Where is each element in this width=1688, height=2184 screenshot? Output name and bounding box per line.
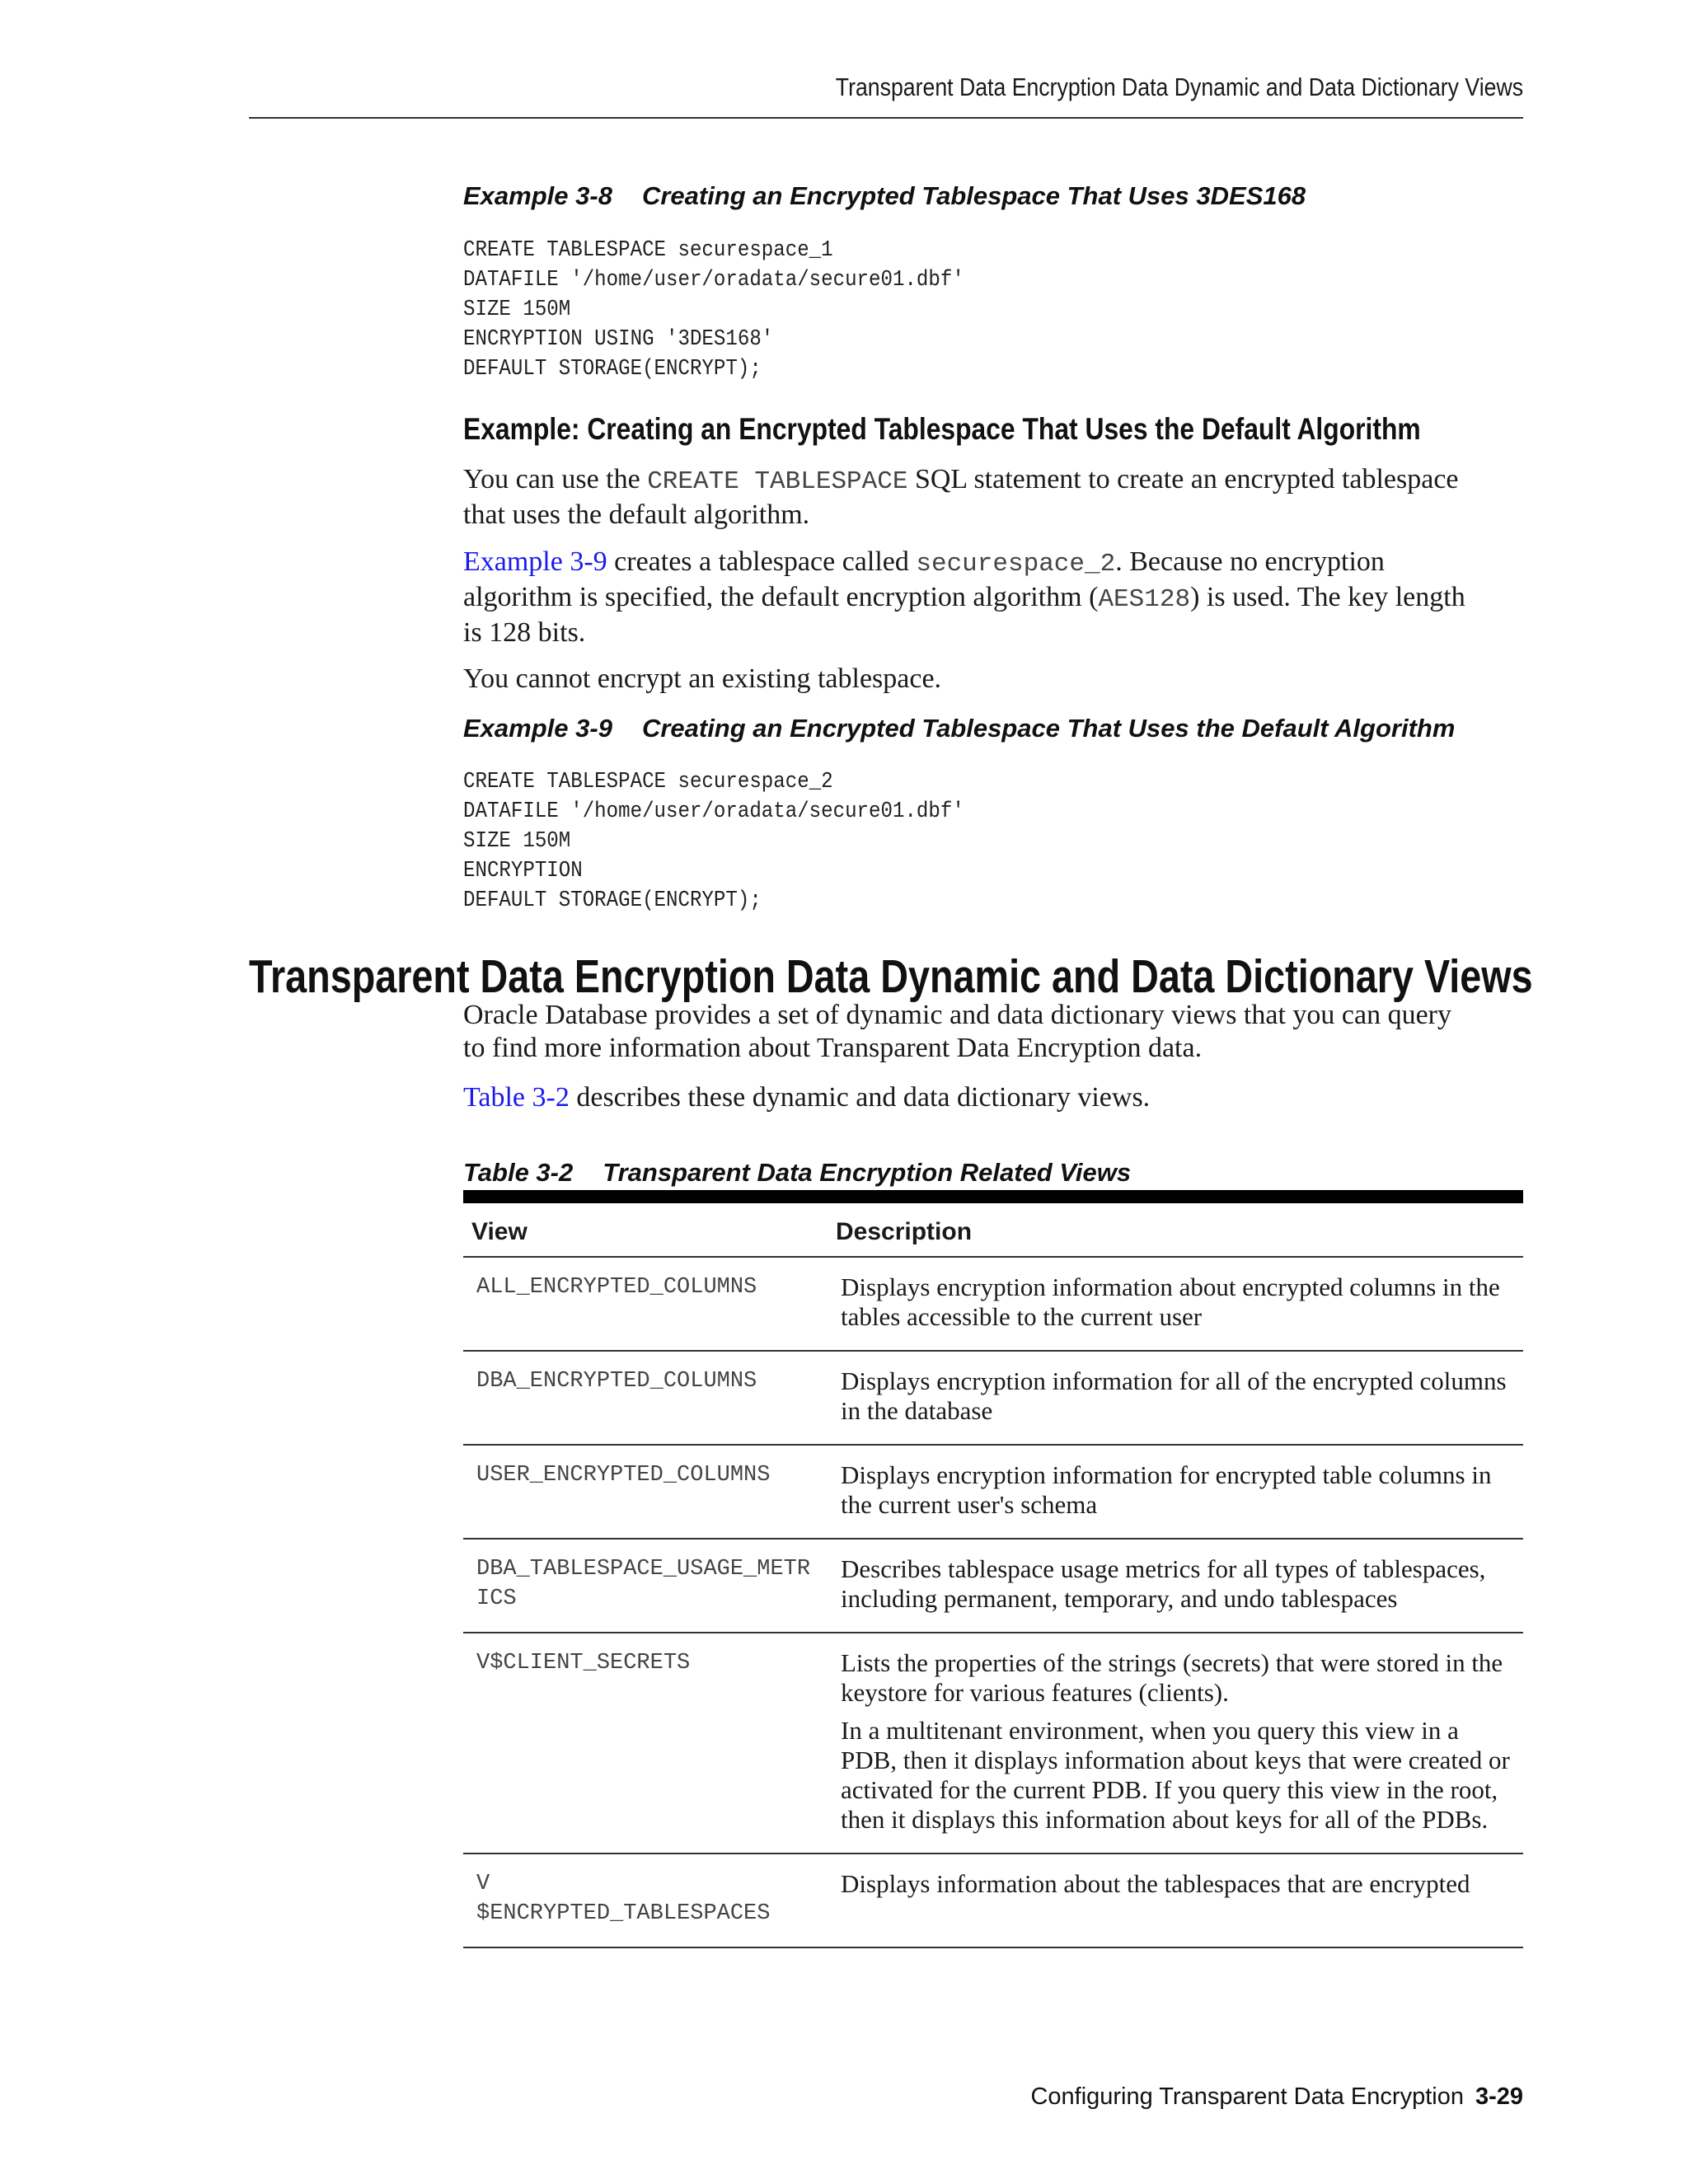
view-name-cell: DBA_ENCRYPTED_COLUMNS xyxy=(463,1351,828,1445)
example-3-9-code: CREATE TABLESPACE securespace_2 DATAFILE '/home/user/oradata/secure01.dbf' SIZE 150M ENCRYPTION DEFAULT STORAGE(ENCRYPT); xyxy=(463,769,964,912)
description-cell xyxy=(828,1633,1523,1854)
text: . Because no encryption algorithm is specified, the default encryption algorithm ( xyxy=(463,546,1385,612)
description-text: Describes tablespace usage metrics for all types of tablespaces, including permanent, temporary, and undo tablespaces xyxy=(841,1554,1486,1613)
inline-code: securespace_2 xyxy=(916,550,1116,579)
text: describes these dynamic and data dictionary views. xyxy=(569,1082,1151,1113)
text: creates a tablespace called xyxy=(607,546,917,577)
paragraph-views-intro: Oracle Database provides a set of dynamic and data dictionary views that you can query to find more information about Transparent Data Encryption data. xyxy=(463,1000,1451,1063)
text: ) is used. The key length is 128 bits. xyxy=(463,582,1465,648)
inline-code: CREATE TABLESPACE xyxy=(647,467,908,496)
example-number: Example 3-8 xyxy=(463,181,612,210)
example-3-9-link[interactable]: Example 3-9 xyxy=(463,546,607,577)
description-text: Lists the properties of the strings (secrets) that were stored in the keystore for various features (clients). xyxy=(841,1648,1503,1707)
table-row xyxy=(463,1257,1523,1351)
table-3-2-caption xyxy=(463,1158,1131,1188)
footer-book-title: Configuring Transparent Data Encryption xyxy=(1030,2083,1464,2110)
column-header-description: Description xyxy=(828,1203,1523,1257)
header-rule xyxy=(249,117,1523,119)
example-title: Creating an Encrypted Tablespace That Uses 3DES168 xyxy=(641,181,1306,210)
description-text: Displays encryption information for encrypted table columns in the current user's schema xyxy=(841,1460,1492,1519)
description-cell xyxy=(828,1445,1523,1539)
running-header: Transparent Data Encryption Data Dynamic and Data Dictionary Views xyxy=(835,73,1523,101)
paragraph-example-3-9-desc xyxy=(463,546,1477,649)
views-table xyxy=(463,1203,1523,1948)
section-heading-default-algorithm: Example: Creating an Encrypted Tablespace That Uses the Default Algorithm xyxy=(463,412,1421,446)
paragraph-create-tablespace xyxy=(463,463,1477,532)
paragraph-cannot-encrypt: You cannot encrypt an existing tablespace. xyxy=(463,663,942,694)
table-number: Table 3-2 xyxy=(463,1158,574,1187)
page-number: 3-29 xyxy=(1475,2083,1523,2110)
table-row xyxy=(463,1854,1523,1947)
table-row xyxy=(463,1633,1523,1854)
table-header-row xyxy=(463,1203,1523,1257)
example-3-8-caption xyxy=(463,181,1306,211)
table-top-bar xyxy=(463,1190,1523,1203)
table-3-2-link[interactable]: Table 3-2 xyxy=(463,1082,570,1113)
example-number: Example 3-9 xyxy=(463,714,612,743)
column-header-view: View xyxy=(463,1203,828,1257)
paragraph-table-reference xyxy=(463,1081,1477,1114)
table-row xyxy=(463,1351,1523,1445)
example-title: Creating an Encrypted Tablespace That Uses the Default Algorithm xyxy=(641,714,1456,743)
description-text: Displays encryption information about encrypted columns in the tables accessible to the current user xyxy=(841,1272,1500,1331)
description-cell xyxy=(828,1539,1523,1633)
table-row xyxy=(463,1539,1523,1633)
description-text-multitenant: In a multitenant environment, when you query this view in a PDB, then it displays information about keys that were created or activated for the current PDB. If you query this view in the root, then it displays this information about keys for all of the PDBs. xyxy=(841,1716,1510,1834)
view-name-cell: ALL_ENCRYPTED_COLUMNS xyxy=(463,1257,828,1351)
view-name-cell: USER_ENCRYPTED_COLUMNS xyxy=(463,1445,828,1539)
page-footer xyxy=(1030,2083,1523,2111)
view-name-cell: DBA_TABLESPACE_USAGE_METRICS xyxy=(463,1539,828,1633)
inline-code: AES128 xyxy=(1098,585,1191,614)
text: SQL statement to create an encrypted tablespace that uses the default algorithm. xyxy=(463,464,1459,530)
view-name-cell: V$CLIENT_SECRETS xyxy=(463,1633,828,1854)
example-3-9-caption xyxy=(463,714,1455,743)
example-3-8-code: CREATE TABLESPACE securespace_1 DATAFILE '/home/user/oradata/secure01.dbf' SIZE 150M ENCRYPTION USING '3DES168' DEFAULT STORAGE(ENCRYPT); xyxy=(463,237,964,381)
description-text: Displays encryption information for all of the encrypted columns in the database xyxy=(841,1366,1507,1425)
table-title: Transparent Data Encryption Related Views xyxy=(603,1158,1132,1187)
description-text: Displays information about the tablespaces that are encrypted xyxy=(841,1869,1470,1898)
view-name-cell: V $ENCRYPTED_TABLESPACES xyxy=(463,1854,828,1947)
description-cell xyxy=(828,1351,1523,1445)
section-heading-views: Transparent Data Encryption Data Dynamic and Data Dictionary Views xyxy=(249,950,1533,1003)
description-cell xyxy=(828,1854,1523,1947)
table-row xyxy=(463,1445,1523,1539)
text: You can use the xyxy=(463,464,648,494)
description-cell xyxy=(828,1257,1523,1351)
